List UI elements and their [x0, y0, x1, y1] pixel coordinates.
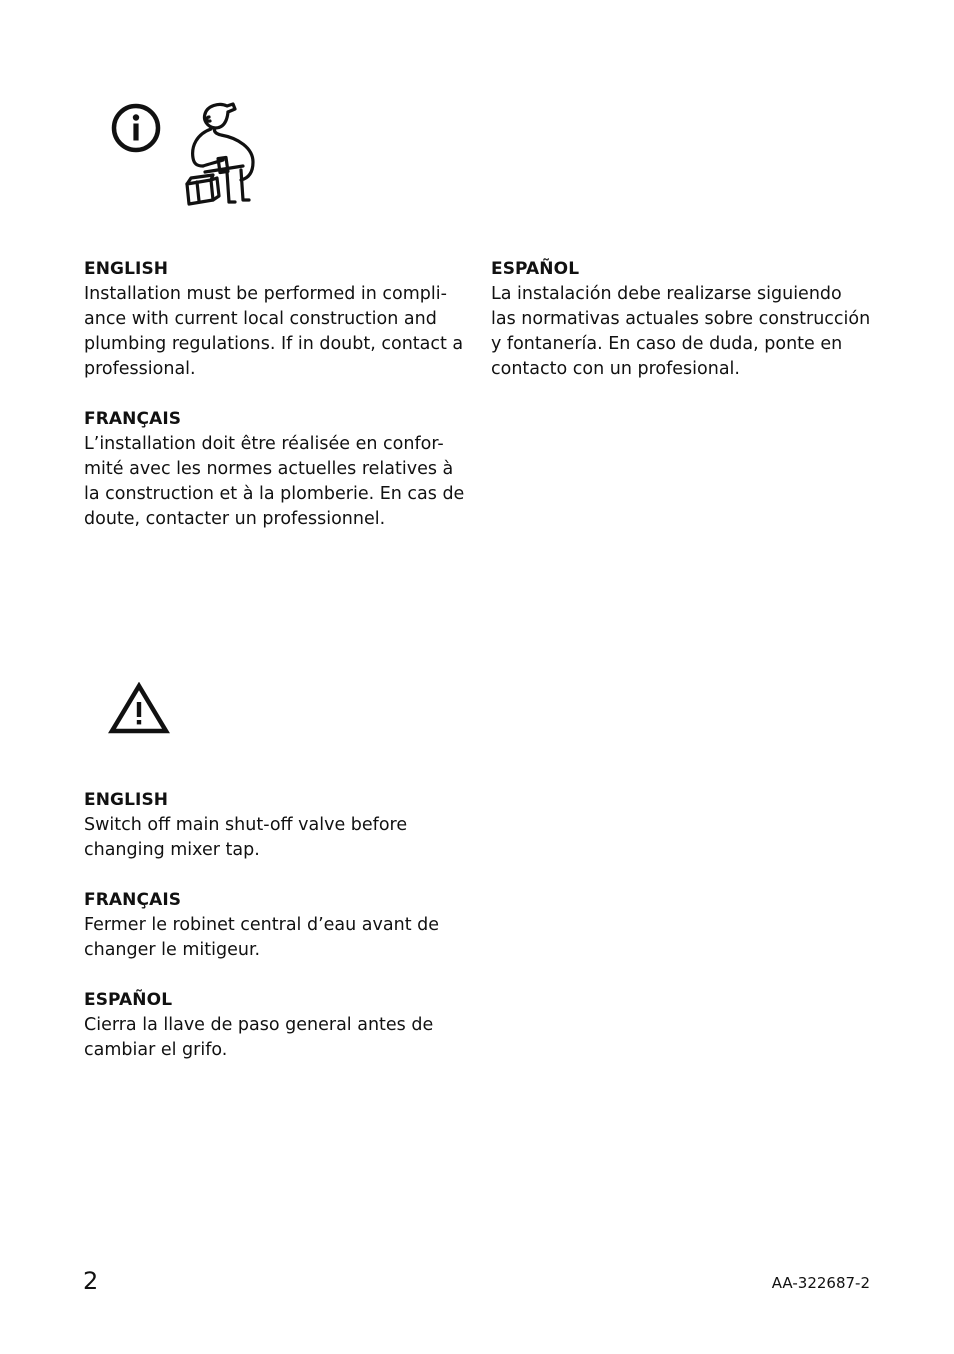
warning-text: Fermer le robinet central d’eau avant de changer le mitigeur. — [84, 915, 439, 960]
info-icon — [110, 102, 162, 154]
installation-english — [84, 257, 474, 382]
installation-spanish — [491, 257, 881, 382]
installation-text: L’installation doit être réalisée en confor- mité avec les normes actuelles relatives à la construction et à la plomberie. En cas de doute, contacter un professionnel. — [84, 434, 465, 529]
professional-installer-icon — [183, 100, 259, 208]
warning-spanish — [84, 988, 474, 1063]
warning-english — [84, 788, 474, 863]
page-number: 2 — [83, 1267, 99, 1295]
warning-text: Cierra la llave de paso general antes de cambiar el grifo. — [84, 1015, 434, 1060]
warning-text: Switch off main shut-off valve before changing mixer tap. — [84, 815, 408, 860]
installation-text: Installation must be performed in compli- ance with current local construction and plumbing regulations. If in doubt, contact a professional. — [84, 284, 464, 379]
installation-french — [84, 407, 474, 532]
document-code: AA-322687-2 — [771, 1274, 870, 1292]
language-heading: ENGLISH — [84, 790, 169, 810]
warning-icon — [108, 682, 170, 734]
language-heading: ESPAÑOL — [491, 259, 580, 279]
language-heading: FRANÇAIS — [84, 409, 182, 429]
language-heading: FRANÇAIS — [84, 890, 182, 910]
warning-french — [84, 888, 474, 963]
language-heading: ENGLISH — [84, 259, 169, 279]
language-heading: ESPAÑOL — [84, 990, 173, 1010]
installation-text: La instalación debe realizarse siguiendo las normativas actuales sobre construcción y fontanería. En caso de duda, ponte en contacto con un profesional. — [491, 284, 871, 379]
